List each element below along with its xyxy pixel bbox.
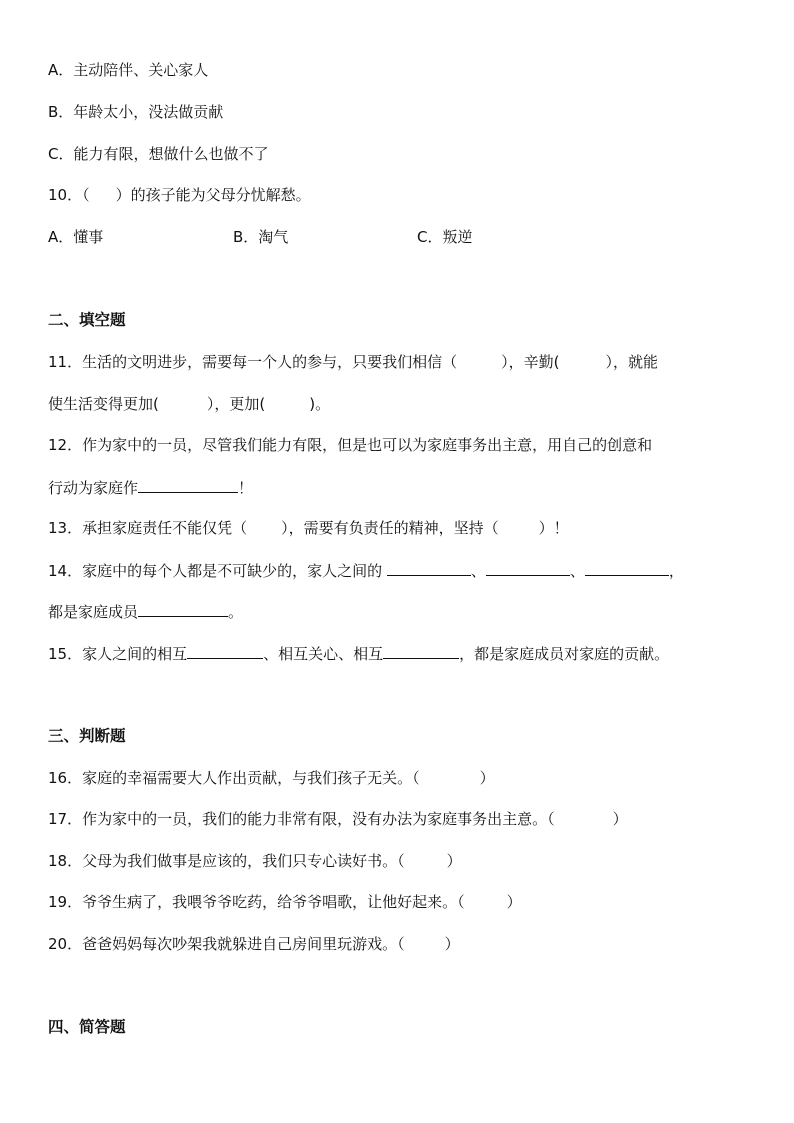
- q13-text-3: ）！: [538, 519, 569, 537]
- question-12-line-2: [48, 476, 253, 499]
- question-17: [48, 808, 628, 830]
- q14-blank-1[interactable]: [387, 559, 471, 576]
- q15-blank-1[interactable]: [187, 642, 263, 659]
- section-2-heading: 二、填空题: [48, 311, 126, 329]
- q11-text-4: 使生活变得更加(: [48, 395, 159, 413]
- question-12-line-1: [48, 434, 652, 456]
- q9-option-a-text: A．主动陪伴、关心家人: [48, 61, 209, 79]
- q15-text-1: 15．家人之间的相互: [48, 645, 188, 663]
- section-4-heading: 四、简答题: [48, 1018, 126, 1036]
- question-10: [48, 184, 311, 206]
- q16-text: 16．家庭的幸福需要大人作出贡献，与我们孩子无关。（: [48, 769, 420, 787]
- q14-blank-4[interactable]: [138, 600, 228, 617]
- q15-blank-2[interactable]: [383, 642, 459, 659]
- q19-text: 19．爷爷生病了，我喂爷爷吃药，给爷爷唱歌，让他好起来。（: [48, 893, 465, 911]
- question-20: [48, 933, 460, 955]
- question-14-line-2: [48, 600, 243, 623]
- q10-number: 10．: [48, 186, 83, 204]
- q12-blank[interactable]: [138, 476, 238, 493]
- q14-blank-3[interactable]: [585, 559, 669, 576]
- q11-text-6: )。: [309, 395, 331, 413]
- section-3-heading: 三、判断题: [48, 727, 126, 745]
- q14-separator-1: 、: [470, 562, 486, 580]
- q14-text-1: 14．家庭中的每个人都是不可缺少的，家人之间的: [48, 562, 383, 580]
- q16-close-paren: ）: [479, 769, 495, 787]
- question-15: [48, 642, 669, 665]
- q9-option-b-text: B．年龄太小，没法做贡献: [48, 103, 224, 121]
- q18-close-paren: ）: [446, 852, 462, 870]
- q17-close-paren: ）: [612, 810, 628, 828]
- q10-option-b: B．淘气: [233, 228, 289, 246]
- q12-text-1: 12．作为家中的一员，尽管我们能力有限，但是也可以为家庭事务出主意，用自己的创意和: [48, 436, 653, 454]
- q14-separator-2: 、: [569, 562, 585, 580]
- q10-open-paren: （: [82, 186, 90, 204]
- q9-option-c: [48, 143, 268, 165]
- q13-text-1: 13．承担家庭责任不能仅凭（: [48, 519, 248, 537]
- q9-option-c-text: C．能力有限，想做什么也做不了: [48, 145, 269, 163]
- question-16: [48, 767, 495, 789]
- q11-text-1: 11．生活的文明进步，需要每一个人的参与，只要我们相信（: [48, 353, 458, 371]
- q9-option-a: [48, 59, 208, 81]
- q12-text-3: ！: [238, 479, 254, 497]
- question-11-line-2: [48, 393, 330, 415]
- q13-text-2: ），需要有负责任的精神，坚持（: [281, 519, 499, 537]
- q20-text: 20．爸爸妈妈每次吵架我就躲进自己房间里玩游戏。（: [48, 935, 405, 953]
- question-19: [48, 891, 522, 913]
- q10-options: [48, 226, 472, 248]
- q11-text-5: ），更加(: [206, 395, 266, 413]
- q20-close-paren: ）: [444, 935, 460, 953]
- q19-close-paren: ）: [506, 893, 522, 911]
- q14-text-2: ，: [668, 562, 684, 580]
- q10-option-a: A．懂事: [48, 228, 104, 246]
- q17-text: 17．作为家中的一员，我们的能力非常有限，没有办法为家庭事务出主意。（: [48, 810, 555, 828]
- q15-text-3: ，都是家庭成员对家庭的贡献。: [459, 645, 670, 663]
- q11-text-2: ），辛勤(: [501, 353, 560, 371]
- q18-text: 18．父母为我们做事是应该的，我们只专心读好书。（: [48, 852, 405, 870]
- question-14-line-1: [48, 559, 684, 582]
- q11-text-3: ），就能: [605, 353, 658, 371]
- question-11-line-1: [48, 351, 658, 373]
- q15-text-2: 、相互关心、相互: [263, 645, 384, 663]
- question-18: [48, 850, 462, 872]
- q12-text-2: 行动为家庭作: [48, 479, 139, 497]
- question-13: [48, 517, 569, 539]
- q14-text-4: 。: [228, 603, 244, 621]
- q10-option-c: C．叛逆: [417, 228, 473, 246]
- q9-option-b: [48, 101, 223, 123]
- q14-text-3: 都是家庭成员: [48, 603, 139, 621]
- q10-text: ）的孩子能为父母分忧解愁。: [115, 186, 311, 204]
- q14-blank-2[interactable]: [486, 559, 570, 576]
